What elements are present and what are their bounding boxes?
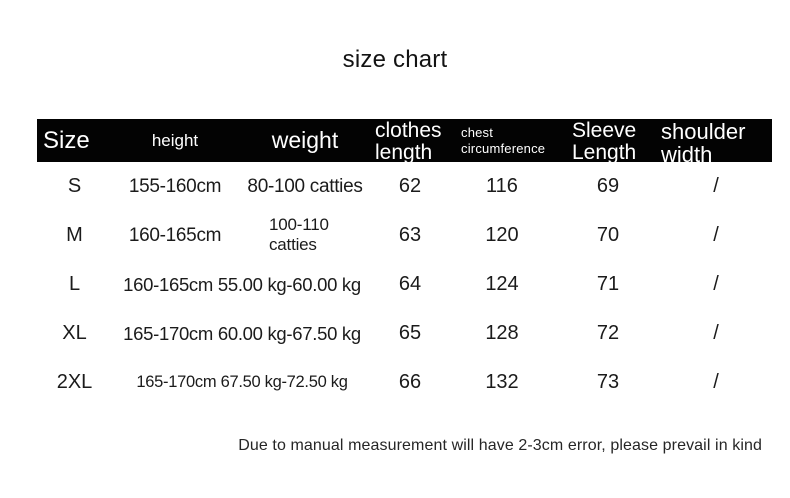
cell-size: S <box>67 175 82 197</box>
cell-sleeve-length: 73 <box>596 371 620 393</box>
cell-height-text: 165-170cm <box>136 373 217 391</box>
cell-clothes-length: 65 <box>398 322 422 344</box>
col-header-height <box>112 119 238 162</box>
cell-height-weight <box>112 358 372 407</box>
col-header-weight-label: weight <box>271 127 339 153</box>
cell-chest-circumference: 116 <box>486 175 518 197</box>
col-header-shoulder-width-label: shoulder width <box>661 119 746 162</box>
table-row-m <box>37 211 772 260</box>
col-header-clothes-length <box>372 119 448 162</box>
table-row-l <box>37 260 772 309</box>
cell-chest-circumference: 128 <box>485 322 519 344</box>
col-header-clothes-length-label: clothes length <box>375 119 442 162</box>
cell-chest-circumference: 124 <box>485 273 519 295</box>
cell-size: XL <box>62 322 87 344</box>
measurement-note: Due to manual measurement will have 2-3cm error, please prevail in kind <box>238 437 762 454</box>
cell-shoulder-width: / <box>713 175 719 197</box>
cell-weight-text: 100-110 catties <box>269 215 329 254</box>
cell-clothes-length: 64 <box>398 273 422 295</box>
cell-height: 160-165cm <box>128 224 222 246</box>
cell-chest-circumference: 120 <box>485 224 519 246</box>
cell-clothes-length: 62 <box>398 175 422 197</box>
col-header-shoulder-width <box>660 119 772 162</box>
cell-weight <box>238 211 372 260</box>
table-row-xl <box>37 309 772 358</box>
cell-weight-text: 55.00 kg-60.00 kg <box>217 273 361 295</box>
col-header-weight <box>238 119 372 162</box>
cell-sleeve-length: 70 <box>596 224 620 246</box>
cell-shoulder-width: / <box>713 273 719 295</box>
cell-height: 155-160cm <box>128 175 222 197</box>
col-header-sleeve-length <box>556 119 660 162</box>
col-header-chest-circumference-label: chest circumference <box>461 124 546 156</box>
cell-clothes-length: 66 <box>398 371 422 393</box>
size-chart-table <box>37 119 772 407</box>
page-title: size chart <box>342 46 448 73</box>
col-header-size <box>37 119 112 162</box>
cell-clothes-length: 63 <box>398 224 422 246</box>
cell-shoulder-width: / <box>713 371 719 393</box>
col-header-chest-circumference <box>448 119 556 162</box>
cell-size: 2XL <box>56 371 93 393</box>
cell-sleeve-length: 72 <box>596 322 620 344</box>
cell-chest-circumference: 132 <box>485 371 519 393</box>
cell-size: M <box>66 224 83 246</box>
cell-height-weight <box>112 309 372 358</box>
table-row-s <box>37 162 772 211</box>
col-header-size-label: Size <box>43 126 90 154</box>
cell-height-weight <box>112 260 372 309</box>
col-header-height-label: height <box>151 130 199 150</box>
cell-height-text: 165-170cm <box>123 322 213 344</box>
cell-height-text: 160-165cm <box>123 273 213 295</box>
cell-shoulder-width: / <box>713 322 719 344</box>
table-row-2xl <box>37 358 772 407</box>
cell-sleeve-length: 71 <box>596 273 620 295</box>
cell-weight-text: 60.00 kg-67.50 kg <box>217 322 361 344</box>
cell-weight-text: 67.50 kg-72.50 kg <box>220 373 348 391</box>
cell-sleeve-length: 69 <box>596 175 620 197</box>
cell-shoulder-width: / <box>713 224 719 246</box>
cell-size: L <box>68 273 81 295</box>
col-header-sleeve-length-label: Sleeve Length <box>572 119 637 162</box>
cell-weight: 80-100 catties <box>247 175 363 197</box>
table-header-row <box>37 119 772 162</box>
